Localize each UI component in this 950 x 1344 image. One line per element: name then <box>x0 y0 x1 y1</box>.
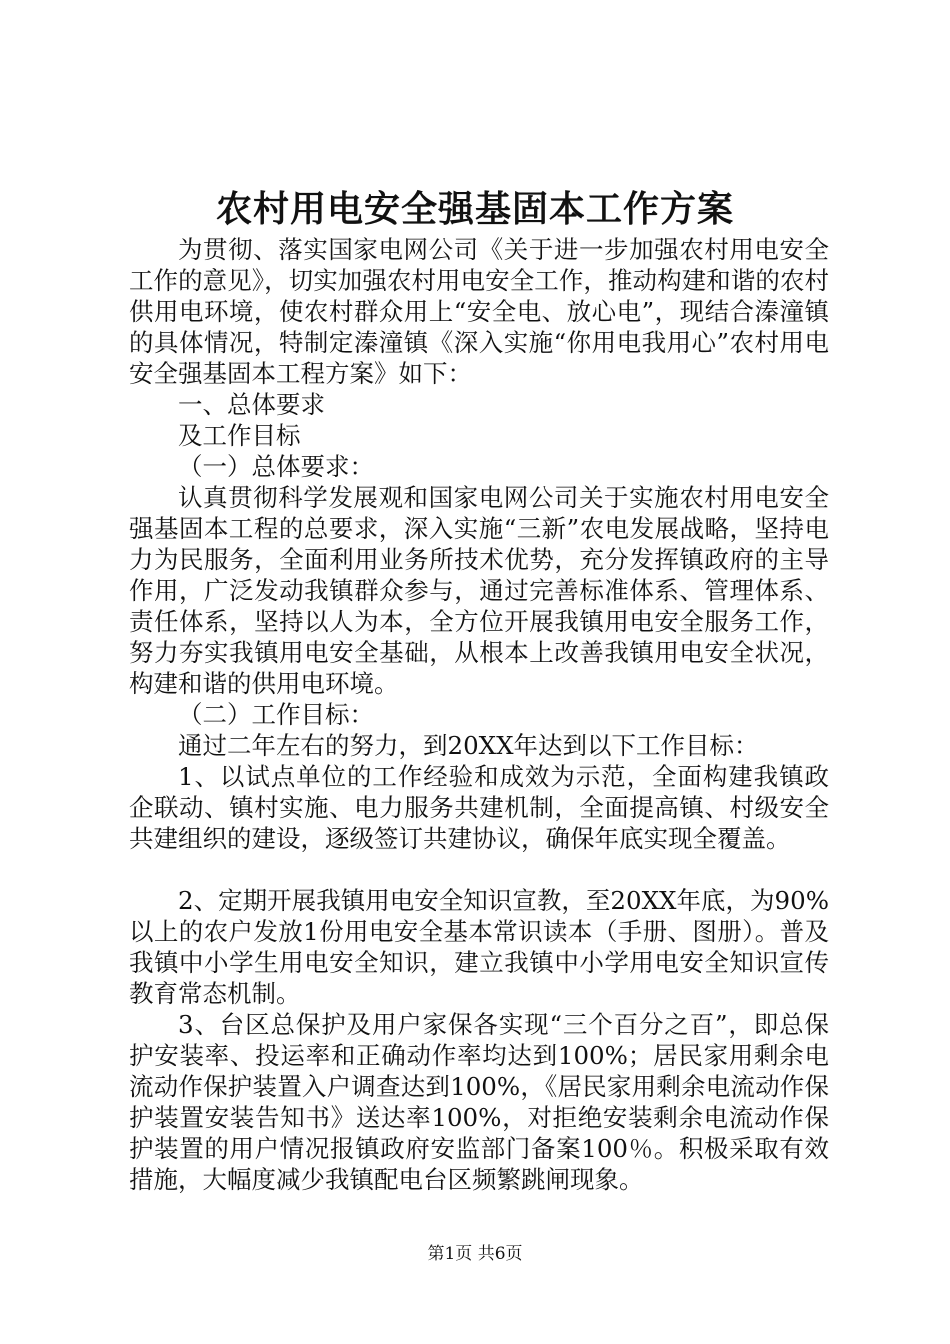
paragraph-goal-2: 2、定期开展我镇用电安全知识宣教，至20XX年底，为90%以上的农户发放1份用电安全基本常识读本（手册、图册）。普及我镇中小学生用电安全知识，建立我镇中小学用电安全知识宣传教育常态机制。 <box>129 886 829 1008</box>
subheading-general-requirements: （一）总体要求： <box>178 452 374 481</box>
document-title: 农村用电安全强基固本工作方案 <box>215 188 734 230</box>
paragraph-general-requirements: 认真贯彻科学发展观和国家电网公司关于实施农村用电安全强基固本工程的总要求，深入实施“三新”农电发展战略，坚持电力为民服务，全面利用业务所技术优势，充分发挥镇政府的主导作用，广泛发动我镇群众参与，通过完善标准体系、管理体系、责任体系，坚持以人为本，全方位开展我镇用电安全服务工作，努力夯实我镇用电安全基础，从根本上改善我镇用电安全状况，构建和谐的供用电环境。 <box>129 483 829 698</box>
paragraph-goal-1: 1、以试点单位的工作经验和成效为示范，全面构建我镇政企联动、镇村实施、电力服务共建机制，全面提高镇、村级安全共建组织的建设，逐级签订共建协议，确保年底实现全覆盖。 <box>129 762 829 853</box>
heading-section-1-cont: 及工作目标 <box>178 421 301 450</box>
paragraph-intro: 为贯彻、落实国家电网公司《关于进一步加强农村用电安全工作的意见》，切实加强农村用电安全工作，推动构建和谐的农村供用电环境，使农村群众用上“安全电、放心电”，现结合溱潼镇的具体情况，特制定溱潼镇《深入实施“你用电我用心”农村用电安全强基固本工程方案》如下： <box>129 235 829 388</box>
paragraph-goal-3: 3、台区总保护及用户家保各实现“三个百分之百”，即总保护安装率、投运率和正确动作率均达到100%；居民家用剩余电流动作保护装置入户调查达到100%，《居民家用剩余电流动作保护装置安装告知书》送达率100%，对拒绝安装剩余电流动作保护装置的用户情况报镇政府安监部门备案100％。积极采取有效措施，大幅度减少我镇配电台区频繁跳闸现象。 <box>129 1010 829 1194</box>
page-number: 第1页 共6页 <box>427 1244 523 1264</box>
paragraph-goals-intro: 通过二年左右的努力，到20XX年达到以下工作目标： <box>178 731 759 760</box>
document-body <box>129 234 829 1195</box>
subheading-work-goals: （二）工作目标： <box>178 700 374 729</box>
heading-section-1: 一、总体要求 <box>178 390 325 419</box>
